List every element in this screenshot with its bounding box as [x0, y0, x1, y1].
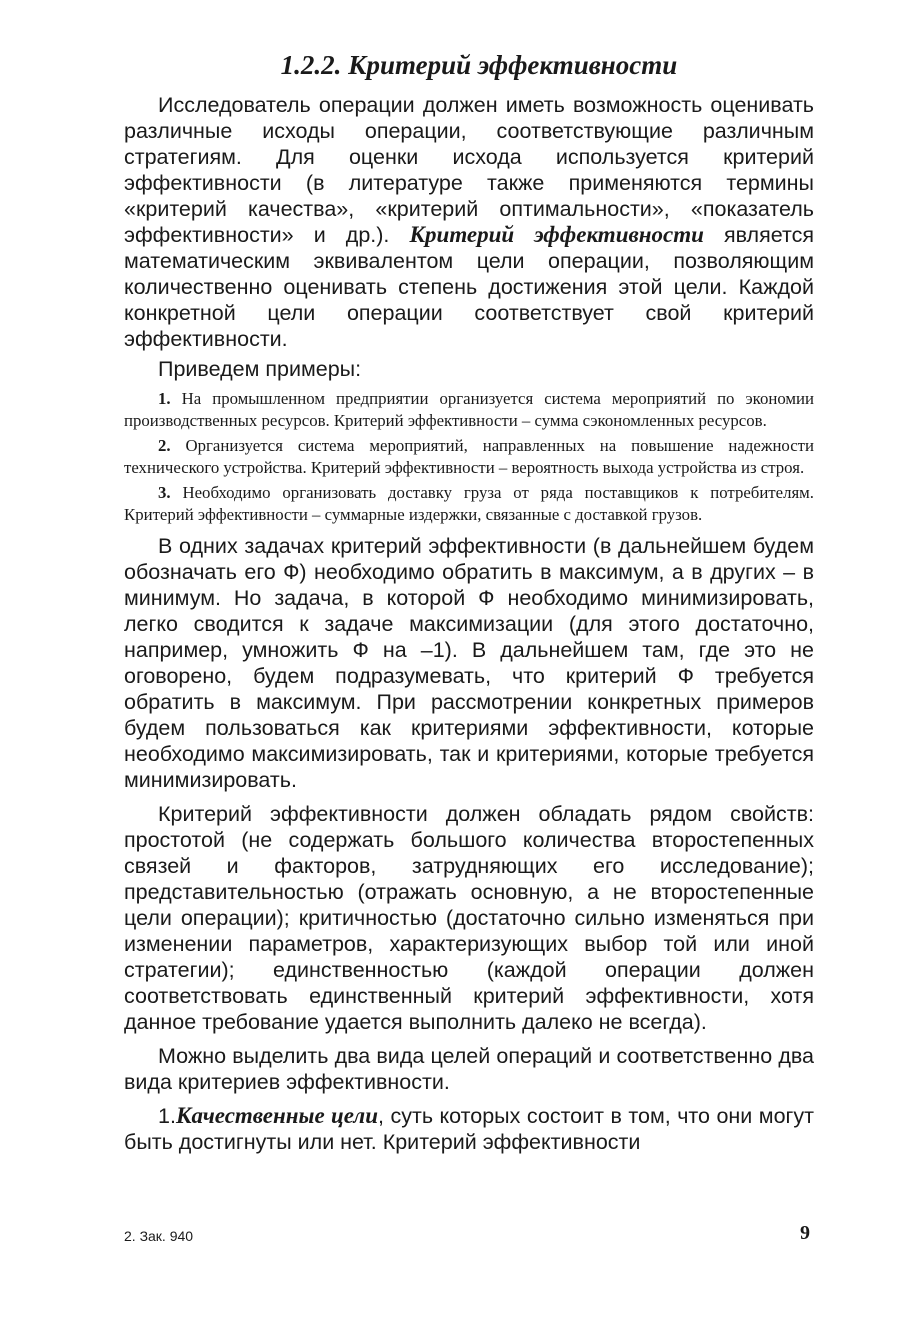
example-text: Необходимо организовать доставку груза от ряда поставщиков к потребителям. Критерий эффективности – суммарные издержки, связанные с доставкой грузов.: [124, 483, 814, 524]
footer-order-mark: 2. Зак. 940: [124, 1228, 194, 1244]
paragraph-qualitative-goals: [124, 1103, 814, 1155]
paragraph-intro-after: является математическим эквивалентом цели операции, позволяющим количественно оценивать степень достижения этой цели. Каждой конкретной цели операции соответствует свой критерий эффективности.: [124, 223, 814, 351]
qualitative-text: , суть которых состоит в том, что они могут быть достигнуты или нет. Критерий эффективности: [124, 1104, 814, 1154]
page-content: [124, 46, 814, 1157]
page-number: 9: [800, 1222, 810, 1244]
paragraph-properties: Критерий эффективности должен обладать рядом свойств: простотой (не содержать большого количества второстепенных связей и факторов, затрудняющих его исследование); представительностью (отражать основную, а не второстепенные цели операции); критичностью (достаточно сильно изменяться при изменении параметров, характеризующих выбор той или иной стратегии); единственностью (каждой операции должен соответствовать единственный критерий эффективности, хотя данное требование удается выполнить далеко не всегда).: [124, 802, 814, 1034]
examples-intro: Приведем примеры:: [158, 357, 362, 381]
example-number: 1.: [158, 389, 171, 408]
qualitative-number: 1.: [158, 1104, 176, 1128]
example-item: [124, 482, 814, 525]
example-text: На промышленном предприятии организуется система мероприятий по экономии производственных ресурсов. Критерий эффективности – сумма сэкономленных ресурсов.: [124, 389, 814, 430]
example-number: 2.: [158, 436, 171, 455]
paragraph-intro: [124, 92, 814, 352]
term-efficiency-criterion: Критерий эффективности: [409, 222, 704, 247]
section-heading: 1.2.2. Критерий эффективности: [280, 50, 678, 80]
term-qualitative-goals: Качественные цели: [175, 1103, 379, 1128]
paragraph-max-min: В одних задачах критерий эффективности (в дальнейшем будем обозначать его Ф) необходимо обратить в максимум, а в других – в минимум. Но задача, в которой Ф необходимо минимизировать, легко сводится к задаче максимизации (для этого достаточно, например, умножить Ф на –1). В дальнейшем там, где это не оговорено, будем подразумевать, что критерий Ф требуется обратить в максимум. При рассмотрении конкретных примеров будем пользоваться как критериями эффективности, которые необходимо максимизировать, так и критериями, которые требуется минимизировать.: [124, 534, 814, 792]
example-item: [124, 435, 814, 478]
example-item: [124, 388, 814, 431]
example-number: 3.: [158, 483, 171, 502]
paragraph-two-kinds: Можно выделить два вида целей операций и соответственно два вида критериев эффективности.: [124, 1044, 814, 1094]
paragraph-intro-before: Исследователь операции должен иметь возможность оценивать различные исходы операции, соответствующие различным стратегиям. Для оценки исхода используется критерий эффективности (в литературе также применяются термины «критерий качества», «критерий оптимальности», «показатель эффективности» и др.).: [124, 93, 814, 247]
example-text: Организуется система мероприятий, направленных на повышение надежности технического устройства. Критерий эффективности – вероятность выхода устройства из строя.: [124, 436, 814, 477]
